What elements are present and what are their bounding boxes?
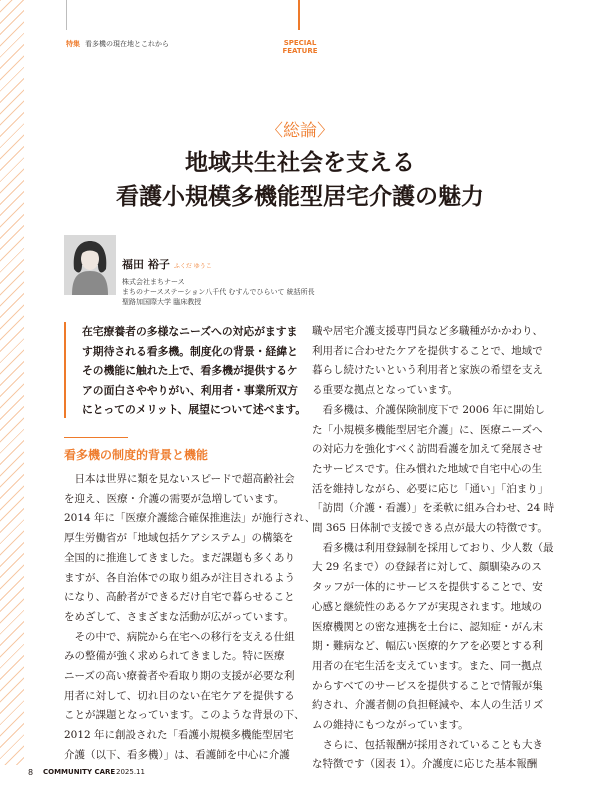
decorative-stripes <box>0 0 24 765</box>
body-line: を迎え、医療・介護の需要が急増しています。 <box>64 492 285 505</box>
body-line: る重要な拠点となっています。 <box>312 384 459 397</box>
author-affiliation: 株式会社まちナース <box>122 278 185 286</box>
body-line: になり、高齢者ができるだけ自宅で暮らせること <box>64 591 295 604</box>
body-line: の対応力を強化すべく訪問看護を加えて発展させ <box>312 443 543 456</box>
body-line: 2014 年に「医療介護総合確保推進法」が施行され、 <box>64 512 316 525</box>
body-line: さらに、包括報酬が採用されていることも大き <box>312 738 543 751</box>
lead-paragraph <box>64 322 307 418</box>
lead-line: 在宅療養者の多様なニーズへの対応がますま <box>82 325 298 338</box>
body-line: 厚生労働省が「地域包括ケアシステム」の構築を <box>64 532 294 545</box>
author-affiliation: 聖路加国際大学 臨床教授 <box>122 298 202 306</box>
author-name-ruby: ふくだ ゆうこ <box>173 263 212 270</box>
feature-keyword: 特集 <box>66 40 80 48</box>
body-line: 期・難病など、幅広い医療的ケアを必要とする利 <box>312 640 543 653</box>
special-label-line2: FEATURE <box>282 47 318 55</box>
body-column-left <box>64 470 316 766</box>
body-line: 看多機は利用登録制を採用しており、少人数（最 <box>312 541 554 554</box>
header-accent-rule <box>298 0 300 30</box>
body-line: 心感と継続性のあるケアが実現されます。地域の <box>312 600 543 613</box>
feature-title: 看多機の現在地とこれから <box>85 40 169 48</box>
author-affiliation: まちのナースステーション八千代 むすんでひらいて 統括所長 <box>122 288 315 296</box>
body-line: をめざして、さまざまな活動が広がっています。 <box>64 610 294 623</box>
feature-header <box>66 39 169 49</box>
body-line: 職や居宅介護支援専門員など多職種がかかわり、 <box>312 325 543 337</box>
author-portrait-image <box>64 235 116 295</box>
body-line: な特徴です（図表 1）。介護度に応じた基本報酬 <box>312 758 538 771</box>
author-photo <box>64 235 116 295</box>
body-line: 用者の在宅生活を支えています。また、同一拠点 <box>312 659 543 672</box>
body-line: からすべてのサービスを提供することで情報が集 <box>312 679 543 692</box>
section-heading: 看多機の制度的背景と機能 <box>64 448 209 462</box>
body-column-right <box>312 322 555 775</box>
body-line: ことが課題となっています。このような背景の下、 <box>64 709 305 722</box>
header-rule <box>66 0 67 30</box>
body-line: 看多機は、介護保険制度下で 2006 年に開始し <box>312 403 545 416</box>
body-line: 用者に対して、切れ目のない在宅ケアを提供する <box>64 689 295 702</box>
body-line: ムの維持にもつながっています。 <box>312 719 469 732</box>
author-name <box>122 256 212 272</box>
magazine-name: COMMUNITY CARE <box>43 768 116 776</box>
special-feature-label <box>272 39 328 55</box>
body-line: その中で、病院から在宅への移行を支える仕組 <box>64 630 295 643</box>
article-title-line1: 地域共生社会を支える <box>185 150 415 176</box>
body-line: 介護（以下、看多機）」は、看護師を中心に介護 <box>64 748 290 761</box>
body-line: 全国的に推進してきました。まだ課題も多くあり <box>64 551 295 564</box>
body-line: 間 365 日体制で支援できる点が最大の特徴です。 <box>312 522 548 535</box>
lead-line: にとってのメリット、展望について述べます。 <box>82 403 307 417</box>
author-name-text: 福田 裕子 <box>122 258 170 271</box>
article-category: 〈総論〉 <box>266 121 334 141</box>
body-line: 大 29 名まで）の登録者に対して、顔馴染みのス <box>312 561 542 574</box>
body-line: 日本は世界に類を見ないスピードで超高齢社会 <box>64 473 295 485</box>
body-line: たサービスです。住み慣れた地域で自宅中心の生 <box>312 462 543 475</box>
body-line: みの整備が強く求められてきました。特に医療 <box>64 650 285 663</box>
body-line: 利用者に合わせたケアを提供することで、地域で <box>312 344 543 357</box>
body-line: 「訪問（介護・看護）」を柔軟に組み合わせ、24 時 <box>312 502 555 515</box>
section-heading-rule <box>64 437 128 438</box>
body-line: 暮らし続けたいという利用者と家族の希望を支え <box>312 364 543 377</box>
lead-line: その機能に触れた上で、看多機が提供するケ <box>82 364 298 378</box>
body-line: た「小規模多機能型居宅介護」に、医療ニーズへ <box>312 423 543 436</box>
body-line: 2012 年に創設された「看護小規模多機能型居宅 <box>64 729 294 742</box>
issue-date: 2025.11 <box>116 768 145 776</box>
special-label-line1: SPECIAL <box>283 39 317 47</box>
article-title-line2: 看護小規模多機能型居宅介護の魅力 <box>116 184 484 210</box>
body-line: ますが、各自治体での取り組みが注目されるよう <box>64 571 295 584</box>
lead-line: す期待される看多機。制度化の背景・経緯と <box>82 344 298 358</box>
body-line: 活を維持しながら、必要に応じ「通い」「泊まり」 <box>312 482 549 495</box>
body-line: 約され、介護者側の負担軽減や、本人の生活リズ <box>312 699 544 712</box>
body-line: ニーズの高い療養者や看取り期の支援が必要な利 <box>64 670 295 683</box>
body-line: 医療機関との密な連携を土台に、認知症・がん末 <box>312 620 543 633</box>
lead-line: アの面白さややりがい、利用者・事業所双方 <box>82 383 298 397</box>
body-line: タッフが一体的にサービスを提供することで、安 <box>312 581 543 594</box>
page-number: 8 <box>28 768 34 777</box>
